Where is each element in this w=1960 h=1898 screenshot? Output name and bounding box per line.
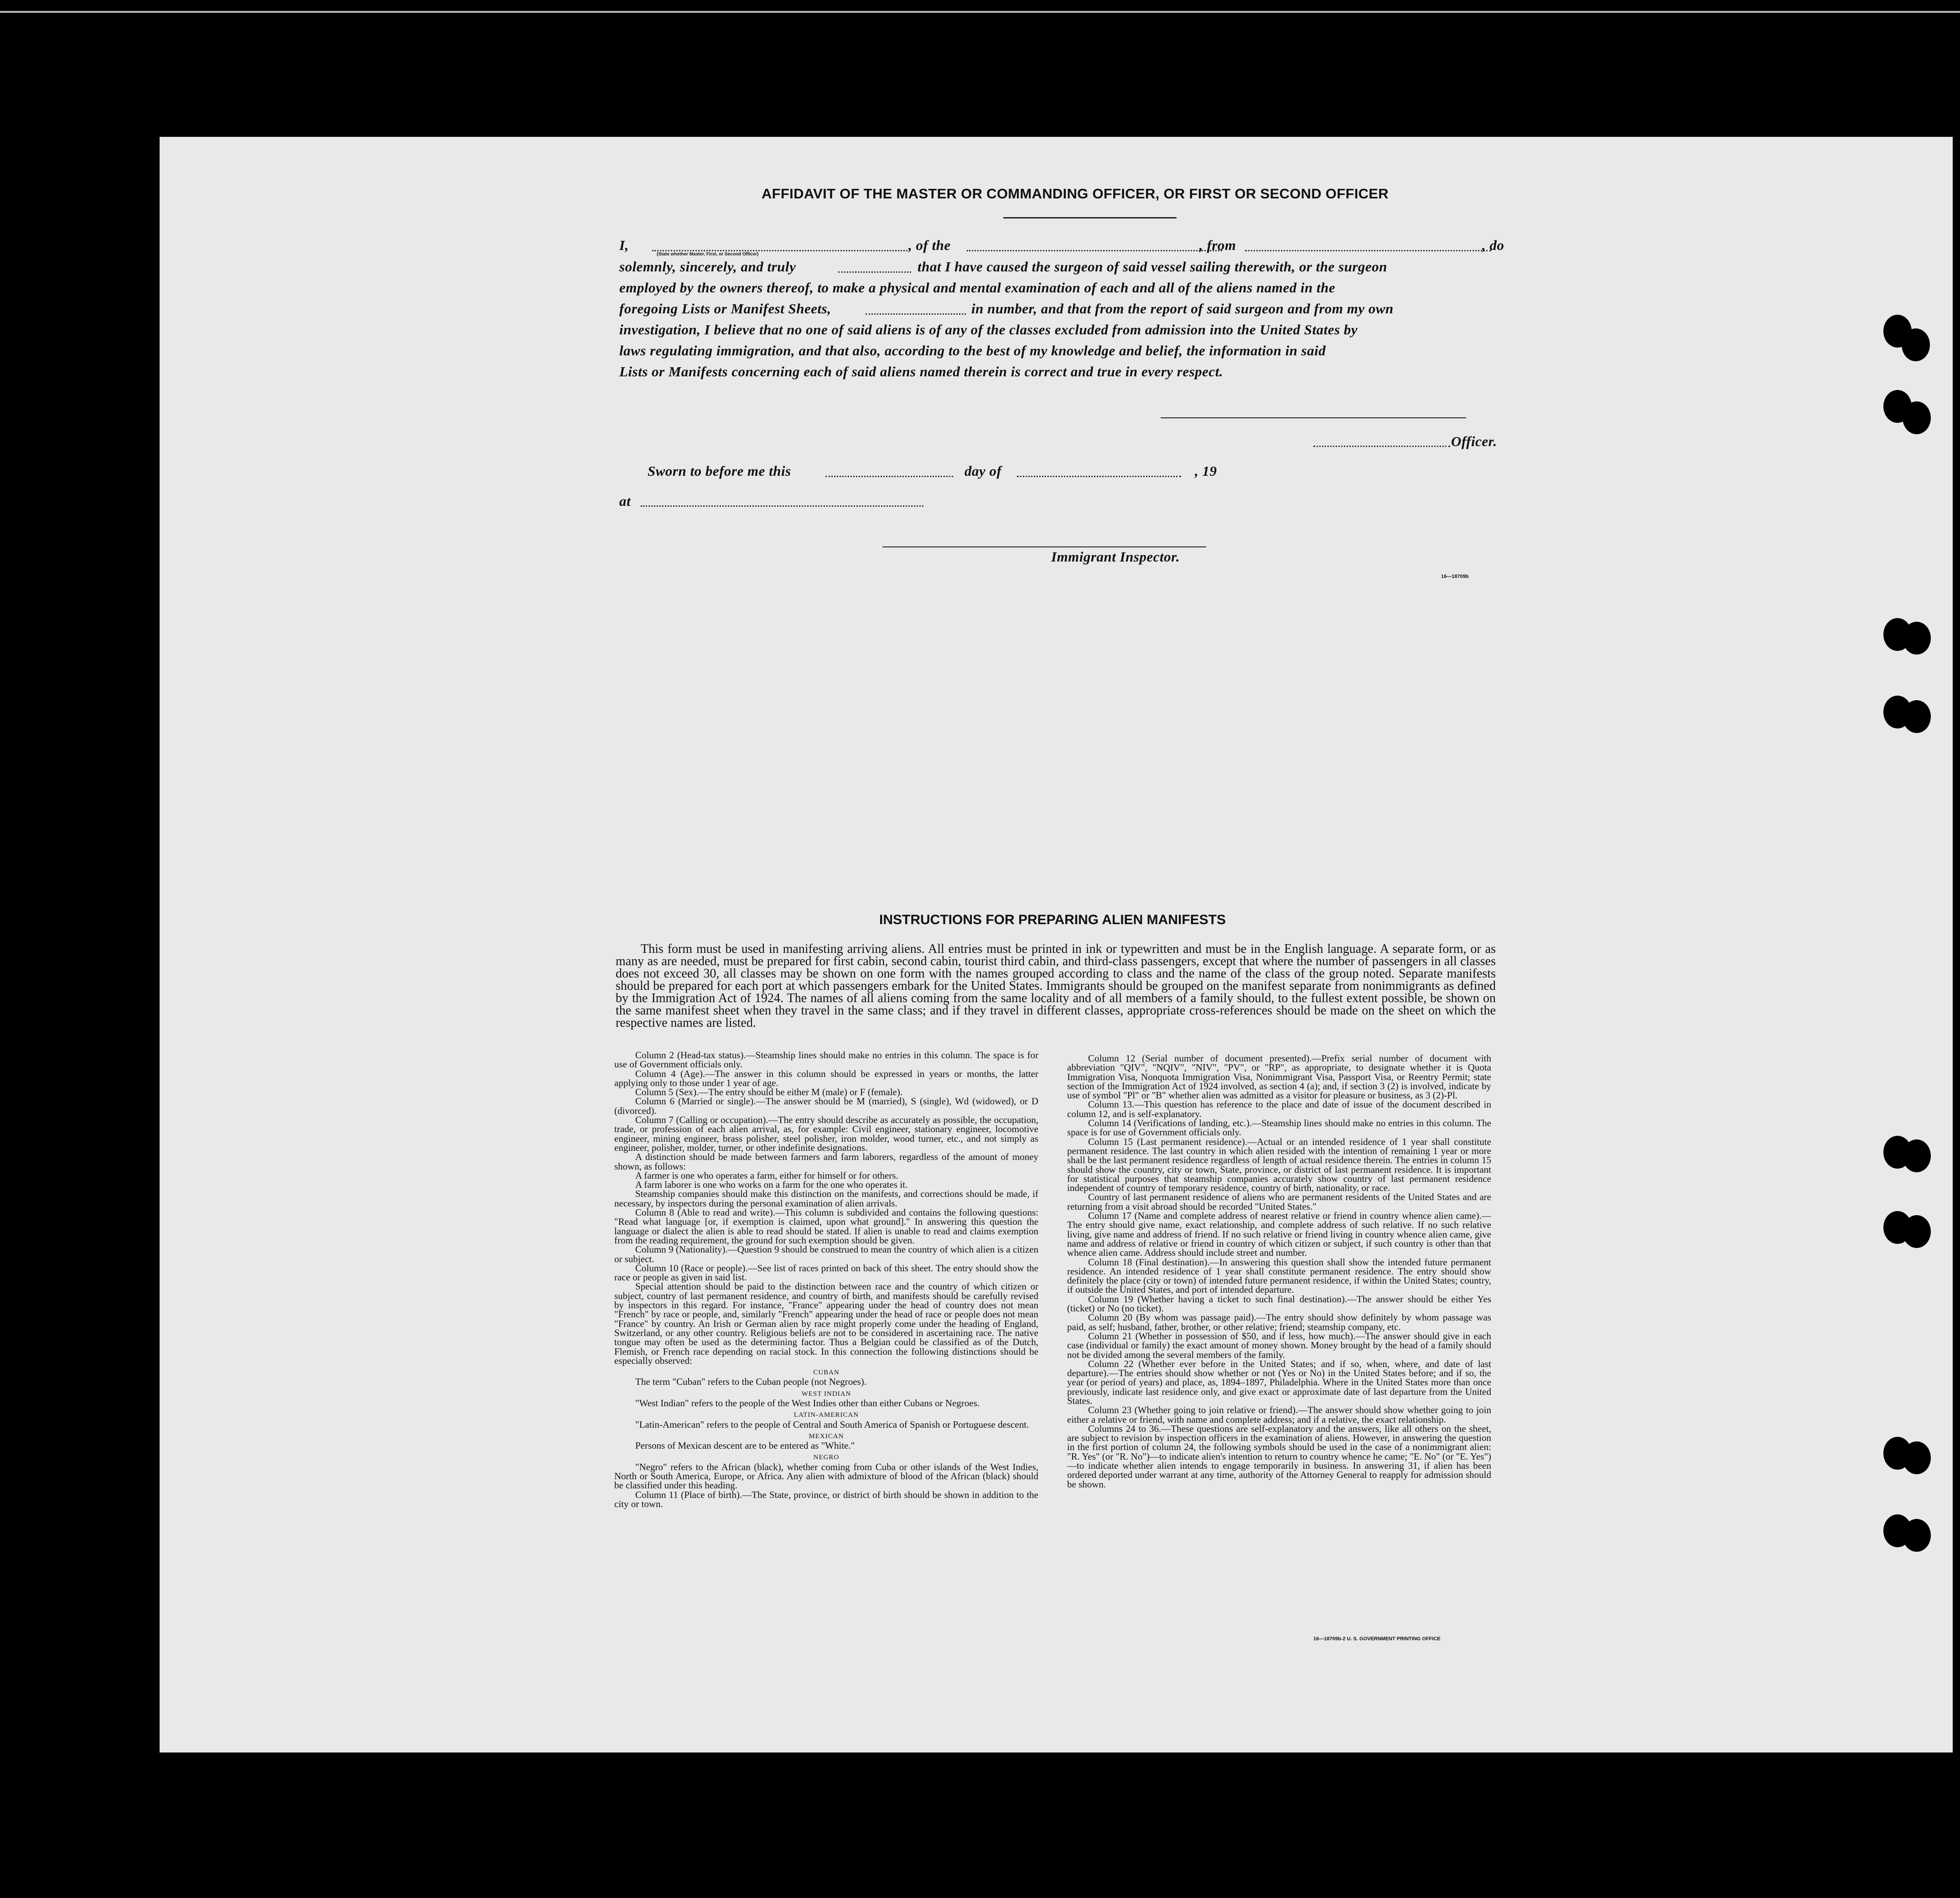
left-para: Column 4 (Age).—The answer in this column should be expressed in years or months, the latter applying only to those under 1 year of age. [614,1068,1038,1088]
sworn-label: Sworn to before me this [648,463,791,479]
right-para: Column 22 (Whether ever before in the United States; and if so, when, where, and date of last departure).—The entries should show whether or not (Yes or No) in the United States before; and if so, the year (or period of years) and place, as, 1894–1897, Philadelphia. Where in the United States more than once previously, indicate last residence only, and give exact or approximate date of last departure from the United States. [1067,1358,1491,1406]
left-para: Column 5 (Sex).—The entry should be either M (male) or F (female). [635,1087,903,1098]
latin-american-text: "Latin-American" refers to the people of Central and South America of Spanish or Portuguese descent. [635,1419,1029,1430]
column-11-text: Column 11 (Place of birth).—The State, province, or district of birth should be shown in addition to the city or town. [614,1489,1038,1509]
right-para: Column 14 (Verifications of landing, etc.).—Steamship lines should make no entries in this column. The space is for use of Government officials only. [1067,1118,1491,1138]
left-para: Column 2 (Head-tax status).—Steamship lines should make no entries in this column. The space is for use of Government officials only. [614,1050,1038,1070]
binder-hole [1903,700,1931,733]
title-underline [1003,217,1177,218]
i-label: I, [619,237,629,253]
inspector-label: Immigrant Inspector. [1051,549,1180,565]
affidavit-line-7: Lists or Manifests concerning each of said aliens named therein is correct and true in every respect. [619,364,1224,380]
left-column [614,1050,1038,1508]
right-para: Column 18 (Final destination).—In answering this question shall show the intended future permanent residence. An intended residence of 1 year shall constitute permanent residence. The entry should show definitely the place (city or town) of intended future permanent residence, if within the United States; country, if outside the United States, and port of intended departure. [1067,1256,1491,1295]
affidavit-title: AFFIDAVIT OF THE MASTER OR COMMANDING OFFICER, OR FIRST OR SECOND OFFICER [762,186,1389,202]
affidavit-line-6: laws regulating immigration, and that also, according to the best of my knowledge and belief, the information in said [619,343,1326,359]
binder-hole [1903,622,1931,655]
from-blank [1245,250,1491,251]
from-label: , from [1199,237,1236,253]
left-para: Special attention should be paid to the distinction between race and the country of which citizen or subject, country of last permanent residence, and country of birth, and manifests should be carefully revised by inspectors in this regard. For instance, "France" appearing under the head of country does not mean "French" by race or people, and, similarly "French" appearing under the head of race or people does not mean "France" by country. An Irish or German alien by race might properly come under the heading of England, Switzerland, or any other country. Religious beliefs are not to be considered in ascertaining race. The native tongue may often be used as the determining factor. Thus a Belgian could be classified as of the Dutch, Flemish, or French race depending on racial stock. In this connection the following distinctions should be especially observed: [614,1281,1038,1366]
instructions-intro [616,943,1496,1029]
day-of-label: day of [964,463,1002,479]
right-para: Column 12 (Serial number of document presented).—Prefix serial number of document with abbreviation "QIV", "NQIV", "NIV", "PV", or "RP", as appropriate, to designate whether it is Quota Immigration Visa, Nonquota Immigration Visa, Nonimmigrant Visa, Passport Visa, or Reentry Permit; state section of the Immigration Act of 1924 involved, as section 4 (a); and, if section 3 (2) is involved, indicate by use of symbol "Pl" or "B" whether alien was admitted as a visitor for pleasure or business, as 3 (2)-Pl. [1067,1053,1491,1101]
binder-hole [1903,1215,1931,1248]
affidavit-line-2a: solemnly, sincerely, and truly [619,259,796,275]
form-number: 16—18709b [1441,574,1469,579]
instructions-title: INSTRUCTIONS FOR PREPARING ALIEN MANIFESTS [879,912,1226,927]
west-indian-heading: WEST INDIAN [801,1390,851,1398]
right-para: Column 15 (Last permanent residence).—Actual or an intended residence of 1 year shall constitute permanent residence. The last country in which alien resided with the intention of remaining 1 year or more shall be the last permanent residence regardless of length of actual residence therein. The entries in column 15 should show the country, city or town, State, province, or district of last permanent residence. It is important for statistical purposes that steamship companies accurately show country of last permanent residence independent of country of temporary residence, country of birth, nationality, or race. [1067,1136,1491,1194]
affidavit-line-1 [619,235,629,256]
cuban-heading: CUBAN [813,1369,840,1377]
printing-office-footer: 16—18709b-2 U. S. GOVERNMENT PRINTING OFFICE [1313,1636,1441,1642]
right-para: Country of last permanent residence of aliens who are permanent residents of the United States and are returning from a visit abroad should be recorded "United States." [1067,1191,1491,1212]
manifest-sheet [160,137,1953,1752]
affidavit-line-4b: in number, and that from the report of said surgeon and from my own [971,301,1394,317]
latin-american-heading: LATIN-AMERICAN [793,1411,859,1419]
binder-hole [1903,401,1931,434]
year-label: , 19 [1195,463,1217,479]
affidavit-line-2b: that I have caused the surgeon of said vessel sailing therewith, or the surgeon [918,259,1387,275]
binder-hole [1902,328,1930,361]
right-column [1067,1054,1491,1489]
left-para: Column 6 (Married or single).—The answer should be M (married), S (single), Wd (widowed), or D (divorced). [614,1096,1038,1116]
left-para: Column 10 (Race or people).—See list of races printed on back of this sheet. The entry should show the race or people as given in said list. [614,1262,1038,1283]
right-para: Column 17 (Name and complete address of nearest relative or friend in country whence alien came).—The entry should give name, exact relationship, and complete address of such relative. If no such relative living, give name and address of friend. If no such relative or friend living in country whence alien came, give name and address of relative or friend in country of which citizen or subject, if such country is other than that whence alien came. Address should include street and number. [1067,1210,1491,1258]
right-para: Columns 24 to 36.—These questions are self-explanatory and the answers, like all others on the sheet, are subject to revision by inspection officers in the examination of aliens. However, in answering the question in the first portion of column 24, the following symbols should be used in the case of a nonimmigrant alien: "R. Yes" (or "R. No")—to indicate alien's intention to return to country whence he came; "E. No" (or "E. Yes")—to indicate whether alien intends to engage temporarily in business. In answering 31, if alien has been ordered deported under warrant at any time, authority of the Attorney General to reapply for admission should be shown. [1067,1423,1491,1490]
west-indian-text: "West Indian" refers to the people of the West Indies other than either Cubans or Negroes. [635,1397,980,1409]
left-para: A distinction should be made between farmers and farm laborers, regardless of the amount of money shown, as follows: [614,1151,1038,1172]
right-para: Column 23 (Whether going to join relative or friend).—The answer should show whether going to join either a relative or friend, with name and complete address; and if a relative, the exact relationship. [1067,1404,1491,1425]
vessel-blank [967,250,1222,251]
officer-label: Officer. [1451,433,1497,449]
cuban-text: The term "Cuban" refers to the Cuban people (not Negroes). [635,1376,866,1388]
right-para: Column 13.—This question has reference to the place and date of issue of the document described in column 12, and is self-explanatory. [1067,1099,1491,1119]
at-blank [641,505,923,507]
left-para: Steamship companies should make this distinction on the manifests, and corrections should be made, if necessary, by inspectors during the personal examination of alien arrivals. [614,1188,1038,1209]
intro-text: This form must be used in manifesting arriving aliens. All entries must be printed in ink or typewritten and must be in the English language. A separate form, or as many as are needed, must be prepared for first cabin, second cabin, tourist third cabin, and third-class passengers, except that where the number of passengers in all classes does not exceed 30, all classes may be shown on one form with the names grouped according to class and the name of the class of the group noted. Separate manifests should be prepared for each port at which passengers embark for the United States. Immigrants should be grouped on the manifest separate from nonimmigrants as defined by the Immigration Act of 1924. The names of all aliens coming from the same locality and of all members of a family should, to the fullest extent possible, be shown on the same manifest sheet when they travel in the same class; and if they travel in different classes, appropriate cross-references should be made on the sheet on which the respective names are listed. [616,942,1496,1030]
signature-line [1161,417,1466,418]
sworn-blank [838,271,911,273]
of-the-label: , of the [908,237,951,253]
right-para: Column 21 (Whether in possession of $50, and if less, how much).—The answer should give in each case (individual or family) the exact amount of money shown. Money brought by the head of a family should not be divided among the several members of the family. [1067,1330,1491,1360]
negro-heading: NEGRO [813,1454,840,1461]
right-para: Column 20 (By whom was passage paid).—The entry should show definitely by whom passage was paid, as self; husband, father, brother, or other relative; friend; steamship company, etc. [1067,1312,1491,1332]
affidavit-line-4a: foregoing Lists or Manifest Sheets, [619,301,831,317]
left-para: Column 9 (Nationality).—Question 9 should be construed to mean the country of which alien is a citizen or subject. [614,1244,1038,1264]
mexican-text: Persons of Mexican descent are to be entered as "White." [635,1440,855,1451]
binder-hole [1903,1441,1931,1474]
officer-rank-line [1313,446,1450,447]
top-border-line [0,11,1960,13]
binder-hole [1903,1519,1931,1552]
do-label: , do [1482,237,1504,253]
officer-hint: (State whether Master, First, or Second Officer) [657,252,759,257]
officer-rank-blank [652,250,907,251]
binder-hole [1903,1139,1931,1172]
mexican-heading: MEXICAN [809,1432,844,1440]
affidavit-line-3: employed by the owners thereof, to make a physical and mental examination of each and all of the aliens named in the [619,280,1336,296]
count-blank [866,313,966,315]
affidavit-line-5: investigation, I believe that no one of said aliens is of any of the classes excluded from admission into the United States by [619,322,1358,338]
left-para: A farm laborer is one who works on a farm for the one who operates it. [635,1179,908,1191]
left-para: Column 7 (Calling or occupation).—The entry should describe as accurately as possible, the occupation, trade, or profession of each alien arrival, as, for example: Civil engineer, stationary engineer, locomotive engineer, mining engineer, brass polisher, steel polisher, iron molder, wood turner, etc., and not simply as engineer, polisher, molder, turner, or other indefinite designations. [614,1114,1038,1153]
left-para: Column 8 (Able to read and write).—This column is subdivided and contains the following questions: "Read what language [or, if exemption is claimed, upon what ground]." In answering this question the language or dialect the alien is able to read should be stated. If alien is unable to read and claims exemption from the reading requirement, the ground for such exemption should be given. [614,1207,1038,1246]
negro-text: "Negro" refers to the African (black), whether coming from Cuba or other islands of the West Indies, North or South America, Europe, or Africa. Any alien with admixture of blood of the African (black) should be classified under this heading. [614,1461,1038,1491]
right-para: Column 19 (Whether having a ticket to such final destination).—The answer should be either Yes (ticket) or No (no ticket). [1067,1293,1491,1314]
at-label: at [619,493,631,509]
sworn-day-blank [825,476,953,477]
month-blank [1017,476,1181,477]
left-para: A farmer is one who operates a farm, either for himself or for others. [635,1170,898,1181]
